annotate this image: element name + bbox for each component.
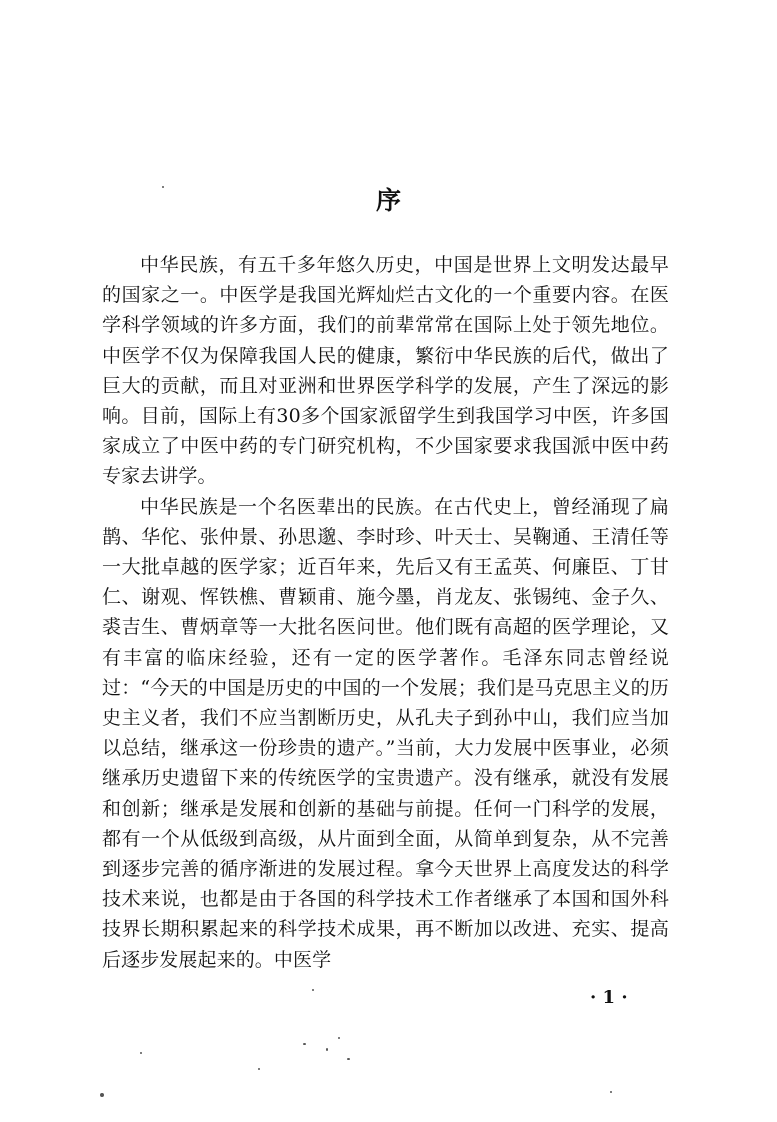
scan-speck [140, 1052, 142, 1054]
body-text [102, 250, 669, 975]
scan-speck [610, 1091, 612, 1093]
scan-speck [162, 186, 164, 188]
scan-speck [100, 1093, 104, 1097]
scan-speck [347, 1058, 350, 1060]
paragraph-2: 中华民族是一个名医辈出的民族。在古代史上，曾经涌现了扁鹊、华佗、张仲景、孙思邈、李时珍、叶天士、吴鞠通、王清任等一大批卓越的医学家；近百年来，先后又有王孟英、何廉臣、丁甘仁、谢观、恽铁樵、曹颖甫、施今墨，肖龙友、张锡纯、金子久、裘吉生、曹炳章等一大批名医问世。他们既有高超的医学理论，又有丰富的临床经验，还有一定的医学著作。毛泽东同志曾经说过：“今天的中国是历史的中国的一个发展；我们是马克思主义的历史主义者，我们不应当割断历史，从孔夫子到孙中山，我们应当加以总结，继承这一份珍贵的遗产。”当前，大力发展中医事业，必须继承历史遗留下来的传统医学的宝贵遗产。没有继承，就没有发展和创新；继承是发展和创新的基础与前提。任何一门科学的发展，都有一个从低级到高级，从片面到全面，从简单到复杂，从不完善到逐步完善的循序渐进的发展过程。拿今天世界上高度发达的科学技术来说，也都是由于各国的科学技术工作者继承了本国和国外科技界长期积累起来的科学技术成果，再不断加以改进、充实、提高后逐步发展起来的。中医学 [102, 495, 669, 971]
scan-speck [303, 1043, 306, 1045]
page-title: 序 [375, 186, 401, 215]
scan-speck [258, 1068, 260, 1070]
scan-speck [312, 989, 314, 991]
paragraph-1: 中华民族，有五千多年悠久历史，中国是世界上文明发达最早的国家之一。中医学是我国光辉灿烂古文化的一个重要内容。在医学科学领域的许多方面，我们的前辈常常在国际上处于领先地位。中医学不仅为保障我国人民的健康，繁衍中华民族的后代，做出了巨大的贡献，而且对亚洲和世界医学科学的发展，产生了深远的影响。目前，国际上有30多个国家派留学生到我国学习中医，许多国家成立了中医中药的专门研究机构，不少国家要求我国派中医中药专家去讲学。 [102, 254, 669, 488]
scan-speck [338, 1037, 340, 1039]
scan-speck [326, 1048, 328, 1051]
page-number: · 1 · [590, 987, 628, 1008]
